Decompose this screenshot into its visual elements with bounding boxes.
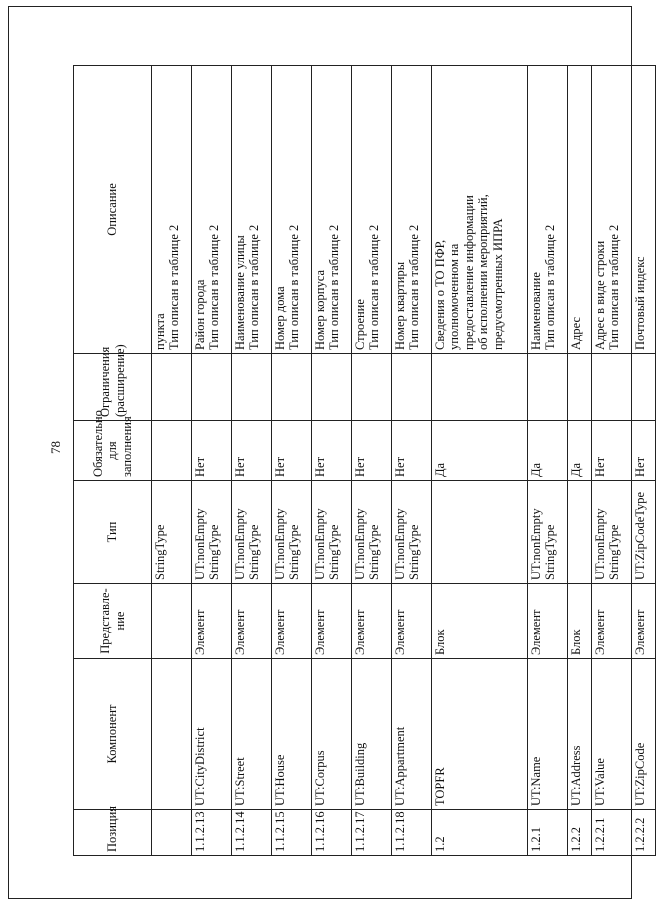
cell-representation <box>152 584 192 659</box>
cell-description: Наименование Тип описан в таблице 2 <box>528 66 568 354</box>
cell-component: UT:Value <box>592 659 632 810</box>
cell-restrictions <box>632 354 656 421</box>
cell-position: 1.2.2.2 <box>632 810 656 856</box>
table-row <box>272 66 312 856</box>
cell-restrictions <box>272 354 312 421</box>
cell-description: Номер квартиры Тип описан в таблице 2 <box>392 66 432 354</box>
cell-required: Нет <box>592 421 632 481</box>
cell-type: UT:ZipCodeType <box>632 481 656 584</box>
cell-position: 1.1.2.15 <box>272 810 312 856</box>
cell-description: Сведения о ТО ПФР, уполномоченном на предоставление информации об исполнении мероприятий, предусмотренных ИПРА <box>432 66 528 354</box>
cell-representation: Элемент <box>272 584 312 659</box>
cell-representation: Блок <box>432 584 528 659</box>
cell-description: Номер дома Тип описан в таблице 2 <box>272 66 312 354</box>
cell-representation: Элемент <box>632 584 656 659</box>
cell-restrictions <box>352 354 392 421</box>
cell-representation: Элемент <box>352 584 392 659</box>
header-representation: Представле- ние <box>74 584 152 659</box>
cell-position: 1.1.2.17 <box>352 810 392 856</box>
cell-position: 1.2.2.1 <box>592 810 632 856</box>
cell-required: Нет <box>632 421 656 481</box>
cell-representation: Элемент <box>312 584 352 659</box>
cell-restrictions <box>432 354 528 421</box>
cell-component: UT:Corpus <box>312 659 352 810</box>
cell-component: TOPFR <box>432 659 528 810</box>
cell-position: 1.2.2 <box>568 810 592 856</box>
header-description: Описание <box>74 66 152 354</box>
cell-type: StringType <box>152 481 192 584</box>
cell-component: UT:Address <box>568 659 592 810</box>
cell-type: UT:nonEmpty StringType <box>192 481 232 584</box>
cell-required: Да <box>432 421 528 481</box>
cell-type: UT:nonEmpty StringType <box>312 481 352 584</box>
cell-component: UT:Name <box>528 659 568 810</box>
cell-required: Нет <box>272 421 312 481</box>
table-row <box>392 66 432 856</box>
cell-type: UT:nonEmpty StringType <box>352 481 392 584</box>
cell-representation: Элемент <box>232 584 272 659</box>
table-row <box>152 66 192 856</box>
cell-required: Нет <box>392 421 432 481</box>
cell-type: UT:nonEmpty StringType <box>392 481 432 584</box>
table-row <box>568 66 592 856</box>
cell-position: 1.2 <box>432 810 528 856</box>
data-table <box>73 65 656 856</box>
table-row <box>528 66 568 856</box>
cell-description: Наименование улицы Тип описан в таблице 2 <box>232 66 272 354</box>
cell-restrictions <box>392 354 432 421</box>
table-row <box>352 66 392 856</box>
cell-restrictions <box>192 354 232 421</box>
cell-type: UT:nonEmpty StringType <box>232 481 272 584</box>
cell-position: 1.1.2.16 <box>312 810 352 856</box>
cell-description: Адрес <box>568 66 592 354</box>
cell-position: 1.1.2.14 <box>232 810 272 856</box>
cell-restrictions <box>152 354 192 421</box>
cell-representation: Элемент <box>592 584 632 659</box>
cell-component: UT:Appartment <box>392 659 432 810</box>
cell-type <box>568 481 592 584</box>
page-number: 78 <box>48 441 63 454</box>
cell-restrictions <box>528 354 568 421</box>
cell-representation: Элемент <box>192 584 232 659</box>
table-row <box>232 66 272 856</box>
cell-description: Номер корпуса Тип описан в таблице 2 <box>312 66 352 354</box>
cell-component: UT:Street <box>232 659 272 810</box>
table-row <box>592 66 632 856</box>
cell-description: Адрес в виде строки Тип описан в таблице 2 <box>592 66 632 354</box>
table-row <box>432 66 528 856</box>
cell-component: UT:ZipCode <box>632 659 656 810</box>
cell-position: 1.2.1 <box>528 810 568 856</box>
cell-position: 1.1.2.13 <box>192 810 232 856</box>
cell-component: UT:CityDistrict <box>192 659 232 810</box>
table-row <box>312 66 352 856</box>
cell-component: UT:House <box>272 659 312 810</box>
cell-type: UT:nonEmpty StringType <box>272 481 312 584</box>
header-required: Обязательно для заполнения <box>74 421 152 481</box>
header-restrictions: Ограничения (расширение) <box>74 354 152 421</box>
cell-type: UT:nonEmpty StringType <box>592 481 632 584</box>
header-position: Позиция <box>74 810 152 856</box>
table-header-row <box>74 66 152 856</box>
cell-required: Нет <box>352 421 392 481</box>
cell-description: пункта Тип описан в таблице 2 <box>152 66 192 354</box>
header-type: Тип <box>74 481 152 584</box>
table-row <box>192 66 232 856</box>
cell-restrictions <box>592 354 632 421</box>
cell-restrictions <box>568 354 592 421</box>
cell-required <box>152 421 192 481</box>
cell-required: Нет <box>232 421 272 481</box>
cell-representation: Элемент <box>528 584 568 659</box>
cell-type: UT:nonEmpty StringType <box>528 481 568 584</box>
cell-position: 1.1.2.18 <box>392 810 432 856</box>
cell-description: Строение Тип описан в таблице 2 <box>352 66 392 354</box>
table-row <box>632 66 656 856</box>
cell-representation: Блок <box>568 584 592 659</box>
cell-representation: Элемент <box>392 584 432 659</box>
cell-component: UT:Building <box>352 659 392 810</box>
cell-required: Да <box>528 421 568 481</box>
cell-restrictions <box>232 354 272 421</box>
header-component: Компонент <box>74 659 152 810</box>
cell-description: Почтовый индекс <box>632 66 656 354</box>
cell-required: Да <box>568 421 592 481</box>
cell-component <box>152 659 192 810</box>
cell-required: Нет <box>192 421 232 481</box>
cell-position <box>152 810 192 856</box>
cell-required: Нет <box>312 421 352 481</box>
cell-restrictions <box>312 354 352 421</box>
cell-type <box>432 481 528 584</box>
cell-description: Район города Тип описан в таблице 2 <box>192 66 232 354</box>
